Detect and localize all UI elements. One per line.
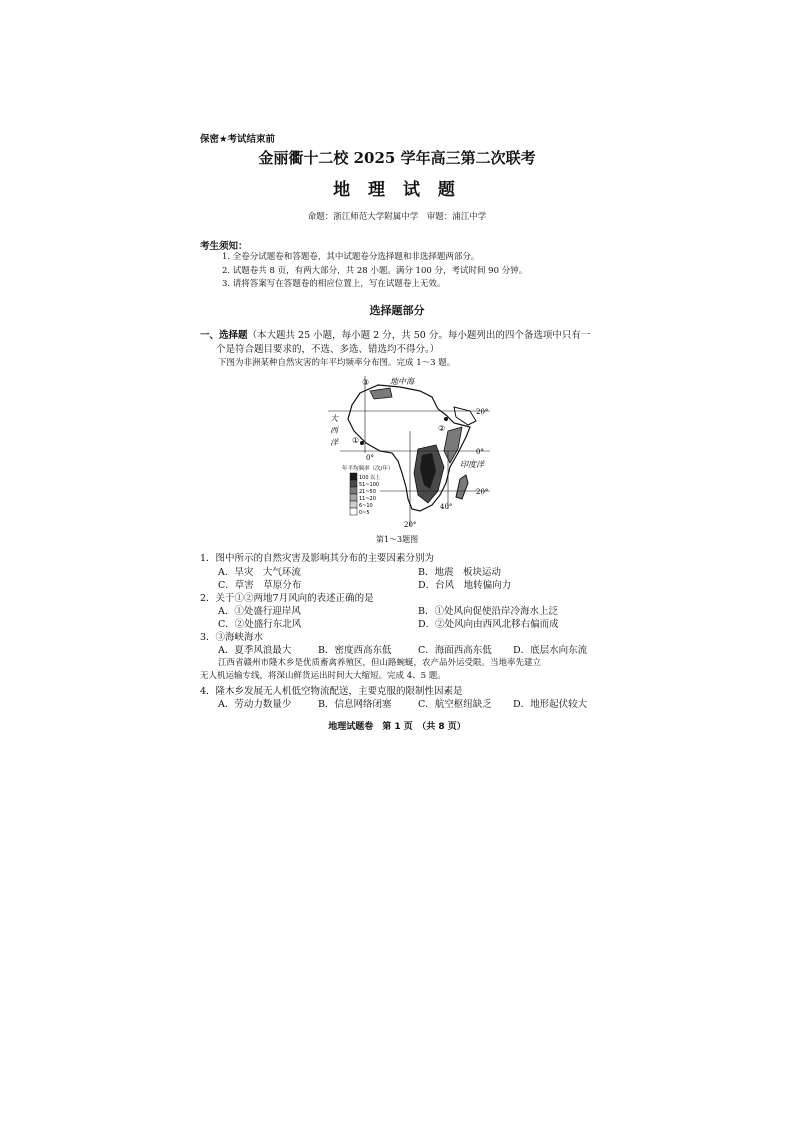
q3-option-d: D．底层水向东流: [513, 645, 588, 656]
subject-title: 地 理 试 题: [333, 180, 461, 200]
page-footer: 地理试题卷 第 1 页 （共 8 页）: [328, 722, 466, 732]
notice-item: 2. 试题卷共 8 页，有两大部分，共 28 小题。满分 100 分，考试时间 90 分钟。: [222, 265, 528, 276]
label-lon-40: 40°: [440, 503, 453, 511]
q1-option-a: A．旱灾 大气环流: [218, 567, 301, 578]
legend-label-5: 0~5: [359, 510, 370, 516]
part1-heading: 一、选择题: [200, 330, 248, 341]
arabia: [454, 407, 476, 425]
marker-point-2: [444, 417, 448, 421]
legend-swatch-0: [350, 473, 357, 480]
intro-q4-5-line1: 江西省赣州市隆木乡是优质畜禽养殖区，但山路蜿蜒，农产品外运受限。当地率先建立: [218, 658, 542, 668]
legend-label-2: 21~50: [359, 489, 376, 495]
legend-swatch-3: [350, 494, 357, 501]
notice-list: [222, 251, 527, 292]
q1-option-c: C．草害 草原分布: [218, 580, 302, 591]
label-indian-ocean: 印度洋: [460, 460, 484, 469]
legend-swatch-4: [350, 501, 357, 508]
question-2-stem: 2．关于①②两地7月风向的表述正确的是: [200, 593, 374, 604]
label-atlantic-2: 西: [330, 426, 338, 435]
q2-option-a: A．①处盛行迎岸风: [218, 606, 301, 617]
legend-label-1: 51~100: [359, 482, 380, 488]
q3-option-b: B．密度西高东低: [318, 645, 392, 656]
notice-item: 3. 请将答案写在答题卷的相应位置上，写在试题卷上无效。: [222, 279, 446, 289]
q3-option-a: A．夏季风浪最大: [218, 645, 292, 656]
q1-option-b: B．地震 板块运动: [418, 567, 501, 578]
marker-point-1: [360, 441, 364, 445]
label-circle-3: ③: [362, 378, 370, 387]
exam-title: 金丽衢十二校 2025 学年高三第二次联考: [258, 149, 536, 167]
label-circle-1: ①: [352, 436, 360, 445]
confidential-mark: 保密★考试结束前: [200, 134, 276, 145]
label-lon-20: 20°: [404, 521, 417, 529]
question-3-stem: 3．③海峡海水: [200, 632, 264, 643]
label-mediterranean: 地中海: [390, 377, 414, 386]
label-lon-0: 0°: [366, 454, 374, 462]
part1-text-line2: 个是符合题目要求的，不选、多选、错选均不得分。）: [216, 343, 440, 355]
legend-label-0: 100 以上: [359, 475, 381, 481]
q2-option-c: C．②处盛行东北风: [218, 619, 302, 630]
map-caption: 第1～3题图: [375, 535, 419, 544]
intro-q4-5-line2: 无人机运输专线，将深山鲜货运出时间大大缩短。完成 4、5 题。: [200, 671, 446, 681]
q4-option-d: D．地形起伏较大: [513, 699, 588, 710]
notice-item: 1. 全卷分试题卷和答题卷，其中试题卷分选择题和非选择题两部分。: [222, 252, 480, 262]
label-atlantic-3: 洋: [330, 438, 338, 447]
q4-option-c: C．航空枢纽缺乏: [418, 699, 492, 710]
q2-option-d: D．②处风向由西风北移右偏而成: [418, 619, 559, 630]
label-lat-20n: 20°: [476, 408, 489, 416]
label-atlantic-1: 大: [330, 414, 338, 423]
question-4-stem: 4．隆木乡发展无人机低空物流配送，主要克服的限制性因素是: [200, 686, 463, 697]
q2-option-b: B．①处风向促使沿岸冷海水上泛: [418, 606, 558, 617]
notice-title: 考生须知：: [200, 241, 248, 252]
map-legend: [342, 464, 393, 516]
q3-option-c: C．海面西高东低: [418, 645, 492, 656]
legend-swatch-5: [350, 508, 357, 515]
intro-q1-3: 下图为非洲某种自然灾害的年平均频率分布图。完成 1～3 题。: [218, 358, 456, 368]
madagascar: [456, 475, 468, 499]
legend-label-4: 6~10: [359, 503, 373, 509]
q4-option-a: A．劳动力数量少: [218, 699, 292, 710]
legend-title: 年平均频率（次/年）: [342, 466, 394, 472]
q4-option-b: B．信息网络闭塞: [318, 699, 392, 710]
part1-instructions: [200, 329, 600, 356]
part1-text-line1: （本大题共 25 小题，每小题 2 分，共 50 分。每小题列出的四个备选项中只有一: [247, 330, 591, 341]
label-lat-0: 0°: [476, 448, 484, 456]
question-1-stem: 1．图中所示的自然灾害及影响其分布的主要因素分别为: [200, 553, 435, 564]
label-lat-20s: 20°: [476, 488, 489, 496]
q1-option-d: D．台风 地转偏向力: [418, 580, 512, 591]
section-title: 选择题部分: [369, 304, 425, 317]
authors-line: 命题：浙江师范大学附属中学 审题：浦江中学: [307, 212, 487, 222]
africa-hazard-map: [320, 371, 500, 531]
legend-swatch-1: [350, 480, 357, 487]
label-circle-2: ②: [438, 424, 446, 433]
legend-swatch-2: [350, 487, 357, 494]
legend-label-3: 11~20: [359, 496, 376, 502]
